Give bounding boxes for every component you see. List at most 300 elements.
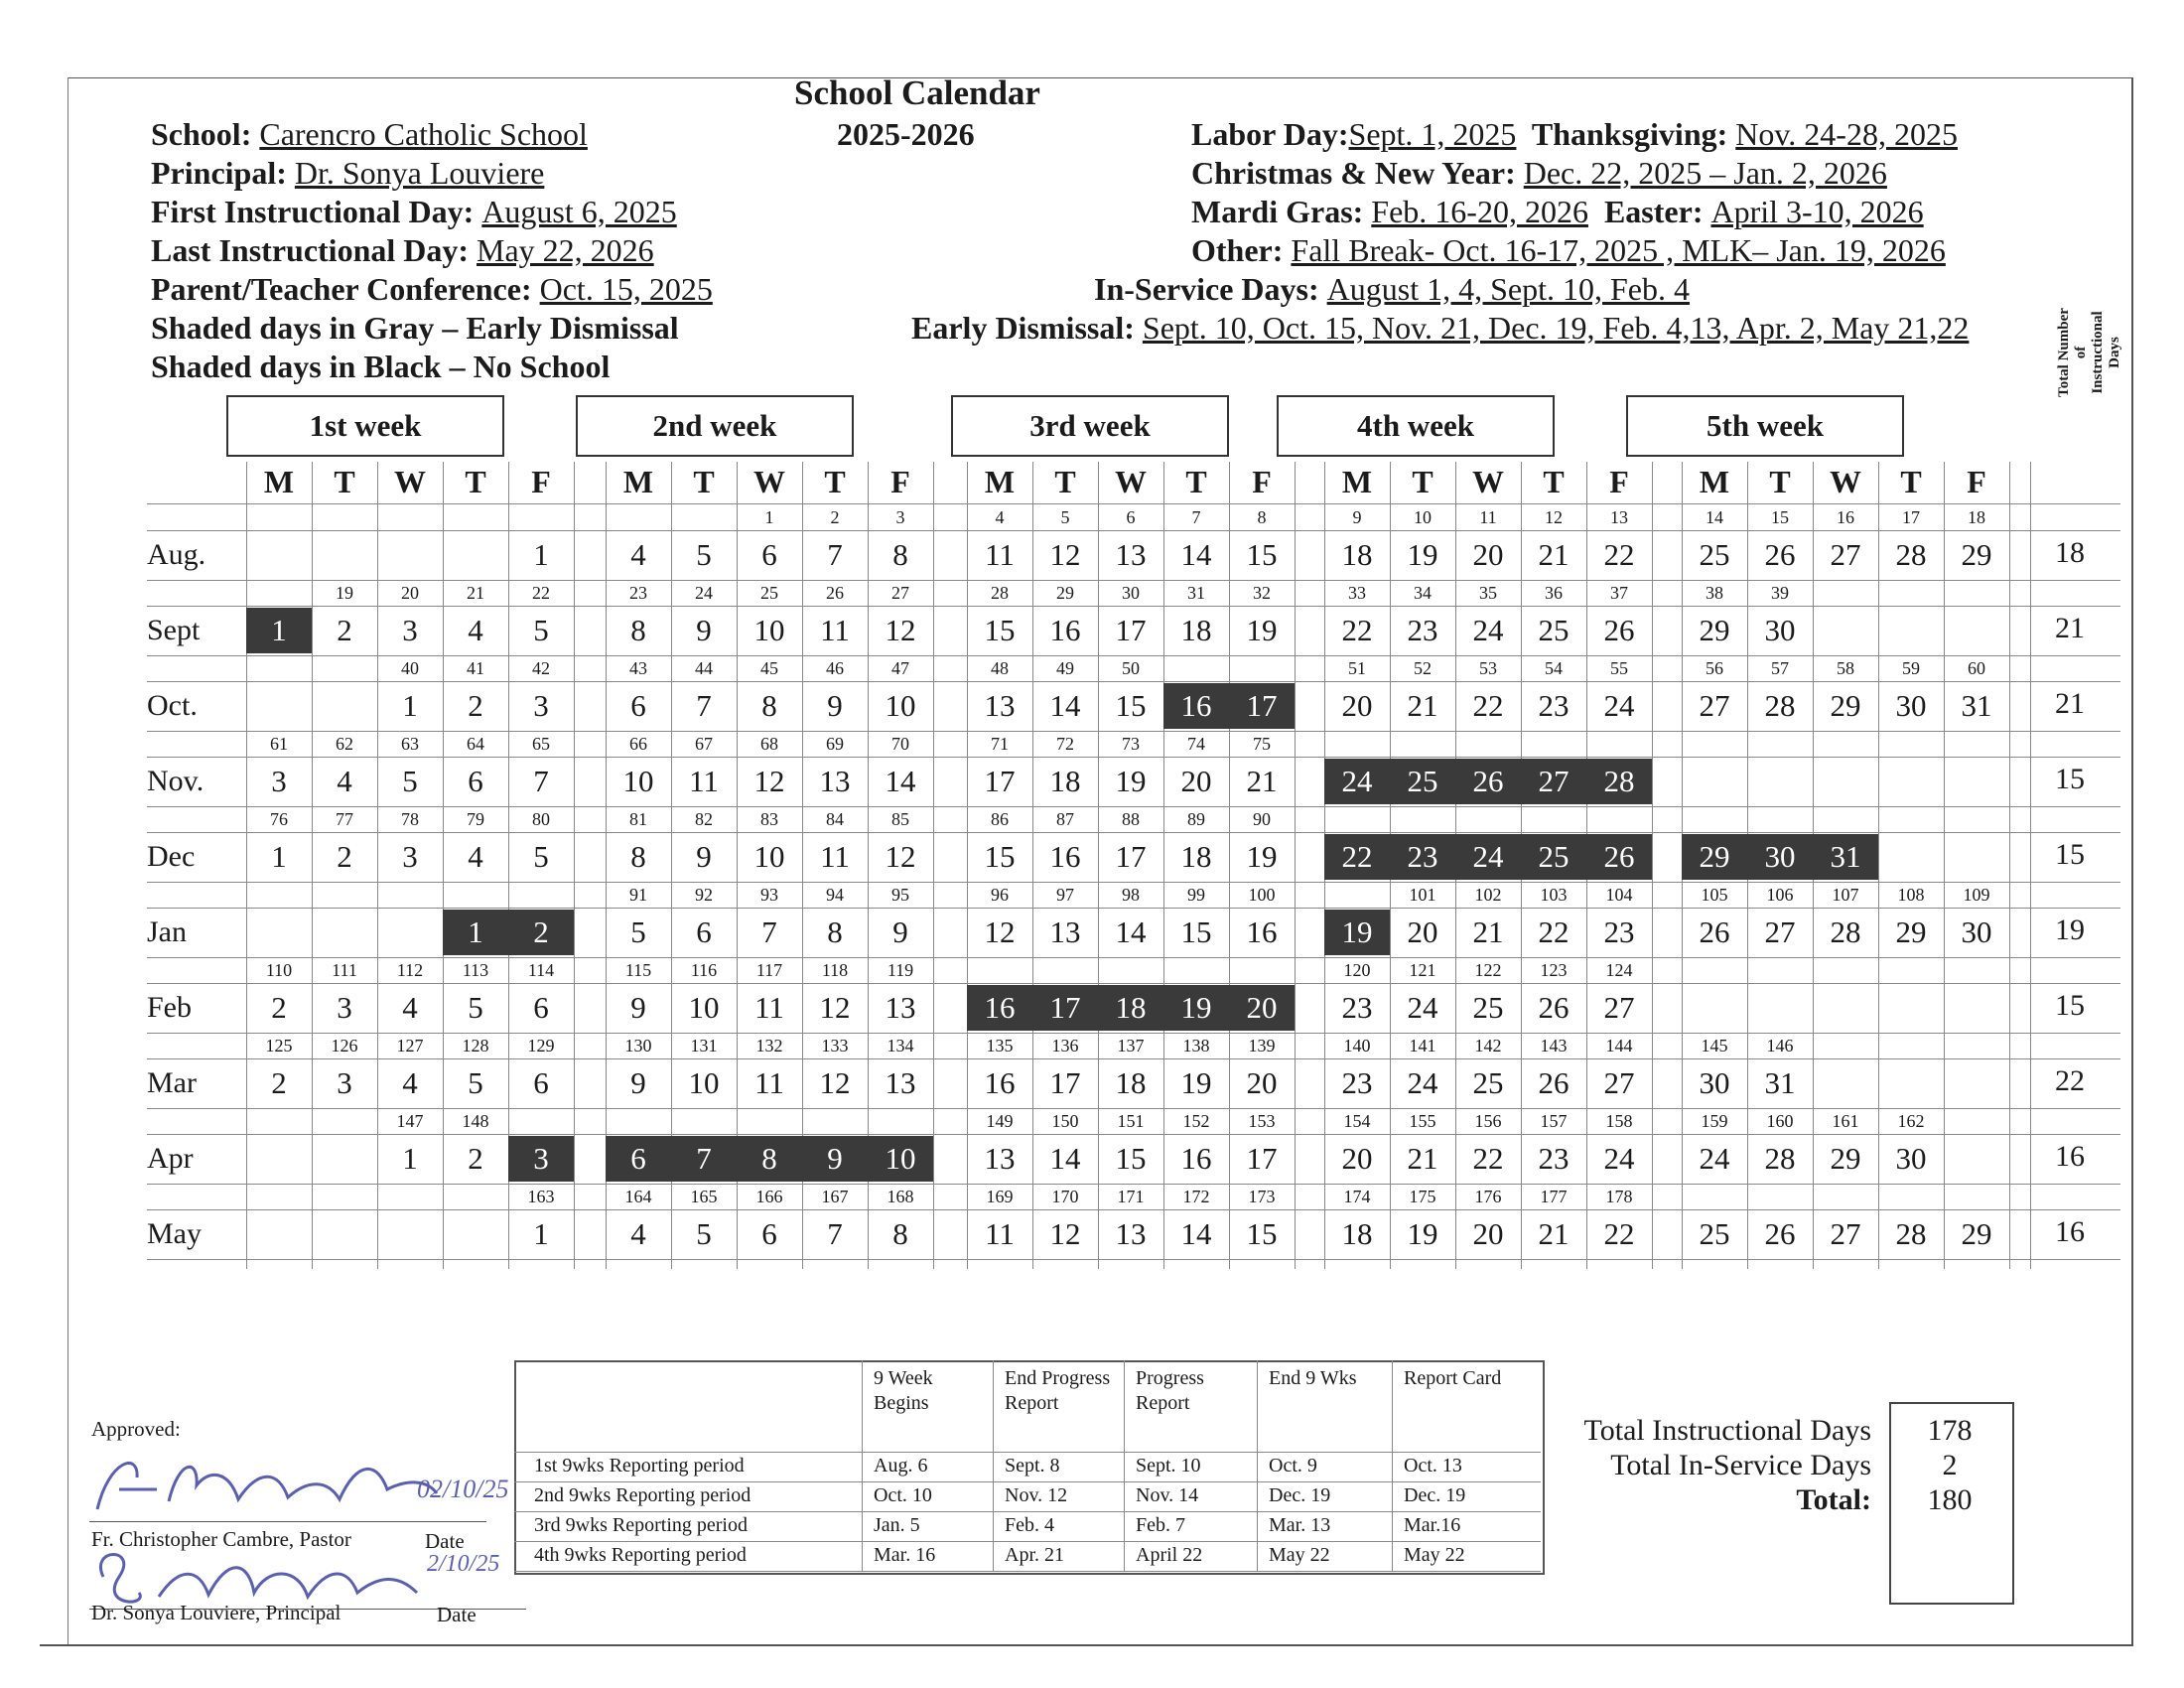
christmas-value: Dec. 22, 2025 – Jan. 2, 2026	[1523, 155, 1887, 191]
instructional-day-count: 54	[1545, 657, 1563, 678]
day-cell: 4	[468, 839, 483, 874]
no-school-day-cell: 26	[1586, 834, 1652, 880]
labor-label: Labor Day:	[1191, 116, 1349, 152]
instructional-day-count: 101	[1409, 884, 1436, 905]
instructional-day-count: 158	[1605, 1110, 1633, 1131]
day-cell: 29	[1961, 1216, 1992, 1251]
day-cell: 27	[1699, 688, 1730, 723]
instructional-day-count: 72	[1056, 733, 1074, 754]
instructional-day-count: 56	[1706, 657, 1723, 678]
instructional-day-count: 171	[1117, 1186, 1145, 1206]
grid-line	[147, 1134, 2120, 1135]
day-cell: 1	[533, 537, 549, 572]
instructional-day-count: 84	[826, 808, 844, 829]
instructional-day-count: 45	[760, 657, 778, 678]
day-cell: 5	[630, 914, 646, 949]
reporting-cell: Nov. 14	[1136, 1484, 1199, 1506]
day-cell: 5	[696, 537, 712, 572]
instructional-day-count: 63	[401, 733, 419, 754]
instructional-day-count: 11	[1479, 506, 1497, 527]
instructional-day-count: 6	[1126, 506, 1136, 527]
day-cell: 23	[1538, 688, 1570, 723]
instructional-day-count: 67	[695, 733, 713, 754]
instructional-day-count: 150	[1051, 1110, 1079, 1131]
weekday-header: F	[1252, 463, 1272, 499]
day-cell: 30	[1699, 1065, 1730, 1100]
day-cell: 13	[885, 990, 916, 1025]
grid-line	[147, 530, 2120, 531]
day-cell: 3	[402, 613, 418, 647]
instructional-day-count: 90	[1253, 808, 1271, 829]
day-cell: 28	[1895, 1216, 1927, 1251]
instructional-day-count: 120	[1343, 959, 1371, 980]
reporting-cell: Nov. 12	[1005, 1484, 1068, 1506]
instructional-day-count: 102	[1474, 884, 1502, 905]
instructional-day-count: 8	[1257, 506, 1267, 527]
day-cell: 2	[271, 1065, 287, 1100]
instructional-day-count: 91	[629, 884, 647, 905]
instructional-day-count: 83	[760, 808, 778, 829]
instructional-day-count: 17	[1902, 506, 1920, 527]
month-label: Mar	[147, 1066, 197, 1099]
instructional-day-count: 13	[1610, 506, 1628, 527]
instructional-day-count: 36	[1545, 582, 1563, 603]
instructional-day-count: 32	[1253, 582, 1271, 603]
principal-name: Dr. Sonya Louviere	[294, 155, 545, 191]
weekday-header: F	[1609, 463, 1629, 499]
instructional-day-count: 62	[336, 733, 353, 754]
day-cell: 1	[402, 1141, 418, 1176]
month-total: 21	[2055, 687, 2085, 720]
page-border-top	[68, 77, 2132, 78]
week-header-4: 4th week	[1277, 395, 1555, 457]
instructional-day-count: 143	[1540, 1035, 1568, 1055]
day-cell: 11	[820, 839, 850, 874]
calendar-title: School Calendar	[794, 73, 1040, 112]
day-cell: 23	[1341, 990, 1373, 1025]
instructional-day-count: 57	[1771, 657, 1789, 678]
instructional-day-count: 160	[1766, 1110, 1794, 1131]
instructional-day-count: 103	[1540, 884, 1568, 905]
day-cell: 27	[1603, 1065, 1635, 1100]
day-cell: 2	[337, 839, 352, 874]
reporting-cell: May 22	[1404, 1544, 1465, 1566]
day-cell: 5	[468, 1065, 483, 1100]
grid-line	[147, 832, 2120, 833]
holiday-line-4	[1191, 232, 1946, 269]
instructional-day-count: 126	[331, 1035, 358, 1055]
reporting-header: End 9 Wks	[1269, 1367, 1357, 1389]
instructional-day-count: 172	[1182, 1186, 1210, 1206]
instructional-day-count: 151	[1117, 1110, 1145, 1131]
instructional-day-count: 71	[991, 733, 1009, 754]
weekday-header: M	[984, 463, 1016, 499]
instructional-day-count: 112	[396, 959, 424, 980]
day-cell: 15	[1115, 1141, 1147, 1176]
day-cell: 9	[892, 914, 908, 949]
instructional-day-count: 149	[986, 1110, 1014, 1131]
instructional-day-count: 99	[1187, 884, 1205, 905]
pastor-date-label: Date	[425, 1529, 465, 1553]
instructional-day-count: 139	[1248, 1035, 1276, 1055]
day-cell: 2	[337, 613, 352, 647]
no-school-day-cell: 19	[1324, 910, 1390, 955]
grid-line	[147, 983, 2120, 984]
instructional-day-count: 47	[891, 657, 909, 678]
other-label: Other:	[1191, 232, 1284, 268]
instructional-day-count: 96	[991, 884, 1009, 905]
weekday-header: T	[1900, 463, 1922, 499]
instructional-day-count: 39	[1771, 582, 1789, 603]
day-cell: 9	[630, 990, 646, 1025]
principal-date-label: Date	[437, 1603, 477, 1626]
instructional-day-count: 60	[1968, 657, 1985, 678]
instructional-day-count: 175	[1409, 1186, 1436, 1206]
day-cell: 2	[468, 1141, 483, 1176]
instructional-day-count: 16	[1837, 506, 1854, 527]
day-cell: 24	[1699, 1141, 1730, 1176]
day-cell: 12	[819, 1065, 851, 1100]
day-cell: 14	[1049, 688, 1081, 723]
reporting-cell: Sept. 10	[1136, 1455, 1201, 1477]
reporting-row-label: 4th 9wks Reporting period	[534, 1544, 747, 1566]
instructional-day-count: 104	[1605, 884, 1633, 905]
school-label: School:	[151, 116, 252, 152]
day-cell: 10	[753, 613, 785, 647]
day-cell: 24	[1603, 688, 1635, 723]
instructional-day-count: 55	[1610, 657, 1628, 678]
instructional-day-count: 122	[1474, 959, 1502, 980]
day-cell: 21	[1538, 1216, 1570, 1251]
instructional-day-count: 92	[695, 884, 713, 905]
weekday-header: T	[465, 463, 486, 499]
no-school-day-cell: 17	[1032, 985, 1098, 1031]
day-cell: 21	[1472, 914, 1504, 949]
reporting-row-label: 3rd 9wks Reporting period	[534, 1514, 748, 1536]
day-cell: 19	[1115, 764, 1147, 798]
month-total: 18	[2055, 536, 2085, 569]
weekday-header: W	[394, 463, 426, 499]
table-line	[514, 1481, 1541, 1482]
instructional-day-count: 88	[1122, 808, 1140, 829]
weekday-header: T	[1054, 463, 1076, 499]
month-total: 21	[2055, 612, 2085, 644]
instructional-day-count: 43	[629, 657, 647, 678]
day-cell: 4	[402, 990, 418, 1025]
instructional-day-count: 128	[462, 1035, 489, 1055]
reporting-cell: Mar.16	[1404, 1514, 1461, 1536]
instructional-day-count: 108	[1897, 884, 1925, 905]
instructional-day-count: 27	[891, 582, 909, 603]
day-cell: 17	[984, 764, 1016, 798]
weekday-header: T	[1412, 463, 1433, 499]
pastor-name-line: Fr. Christopher Cambre, Pastor	[91, 1527, 351, 1551]
instructional-day-count: 105	[1701, 884, 1728, 905]
day-cell: 30	[1895, 688, 1927, 723]
day-cell: 8	[630, 839, 646, 874]
black-shade-note: Shaded days in Black – No School	[151, 349, 611, 384]
day-cell: 25	[1472, 990, 1504, 1025]
no-school-day-cell: 29	[1682, 834, 1747, 880]
day-cell: 25	[1699, 537, 1730, 572]
grid-line	[147, 606, 2120, 607]
day-cell: 28	[1830, 914, 1861, 949]
day-cell: 29	[1961, 537, 1992, 572]
instructional-day-count: 124	[1605, 959, 1633, 980]
instructional-day-count: 173	[1248, 1186, 1276, 1206]
easter-value: April 3-10, 2026	[1710, 194, 1924, 229]
early-value: Sept. 10, Oct. 15, Nov. 21, Dec. 19, Feb. 4,13, Apr. 2, May 21,22	[1142, 310, 1970, 346]
instructional-day-count: 51	[1348, 657, 1366, 678]
instructional-day-count: 53	[1479, 657, 1497, 678]
instructional-day-count: 94	[826, 884, 844, 905]
grid-line	[574, 462, 575, 1269]
day-cell: 13	[984, 688, 1016, 723]
grid-line	[933, 462, 934, 1269]
weekday-header: T	[334, 463, 355, 499]
day-cell: 30	[1764, 613, 1796, 647]
day-cell: 1	[533, 1216, 549, 1251]
principal-line	[151, 155, 544, 192]
day-cell: 6	[630, 688, 646, 723]
day-cell: 23	[1538, 1141, 1570, 1176]
day-cell: 26	[1538, 1065, 1570, 1100]
day-cell: 24	[1407, 1065, 1438, 1100]
day-cell: 4	[468, 613, 483, 647]
day-cell: 20	[1472, 537, 1504, 572]
instructional-day-count: 147	[396, 1110, 424, 1131]
day-cell: 19	[1407, 537, 1438, 572]
day-cell: 2	[468, 688, 483, 723]
no-school-day-cell: 10	[868, 1136, 933, 1182]
instructional-day-count: 46	[826, 657, 844, 678]
grid-line	[2009, 462, 2010, 1269]
no-school-day-cell: 16	[967, 985, 1032, 1031]
instructional-day-count: 14	[1706, 506, 1723, 527]
reporting-cell: Sept. 8	[1005, 1455, 1060, 1477]
reporting-header: End Progress Report	[1005, 1367, 1111, 1414]
day-cell: 17	[1115, 613, 1147, 647]
day-cell: 18	[1180, 839, 1212, 874]
instructional-day-count: 121	[1409, 959, 1436, 980]
instructional-day-count: 82	[695, 808, 713, 829]
instructional-day-count: 93	[760, 884, 778, 905]
instructional-day-count: 86	[991, 808, 1009, 829]
day-cell: 15	[1180, 914, 1212, 949]
day-cell: 5	[533, 613, 549, 647]
day-cell: 23	[1341, 1065, 1373, 1100]
day-cell: 25	[1699, 1216, 1730, 1251]
day-cell: 3	[402, 839, 418, 874]
instructional-day-count: 70	[891, 733, 909, 754]
instructional-day-count: 163	[527, 1186, 555, 1206]
month-total: 15	[2055, 763, 2085, 795]
mardi-value: Feb. 16-20, 2026	[1371, 194, 1588, 229]
grid-line	[147, 681, 2120, 682]
day-cell: 1	[271, 839, 287, 874]
grid-line	[1652, 462, 1653, 1269]
instructional-day-count: 117	[755, 959, 783, 980]
day-cell: 30	[1895, 1141, 1927, 1176]
weekday-header: T	[1543, 463, 1565, 499]
day-cell: 5	[696, 1216, 712, 1251]
instructional-day-count: 178	[1605, 1186, 1633, 1206]
instructional-day-count: 25	[760, 582, 778, 603]
no-school-day-cell: 17	[1229, 683, 1295, 729]
instructional-day-count: 29	[1056, 582, 1074, 603]
instructional-day-count: 81	[629, 808, 647, 829]
month-label: May	[147, 1217, 202, 1250]
day-cell: 26	[1764, 1216, 1796, 1251]
reporting-cell: May 22	[1269, 1544, 1330, 1566]
instructional-day-count: 87	[1056, 808, 1074, 829]
day-cell: 5	[402, 764, 418, 798]
day-cell: 17	[1115, 839, 1147, 874]
grid-line	[1295, 462, 1296, 1269]
instructional-day-count: 1	[764, 506, 774, 527]
day-cell: 4	[630, 1216, 646, 1251]
month-label: Oct.	[147, 689, 198, 722]
calendar-year: 2025-2026	[837, 116, 975, 152]
weekday-header: T	[1185, 463, 1207, 499]
no-school-day-cell: 1	[443, 910, 508, 955]
day-cell: 1	[402, 688, 418, 723]
conference-label: Parent/Teacher Conference:	[151, 271, 532, 307]
weekday-header: W	[1115, 463, 1147, 499]
instructional-day-count: 129	[527, 1035, 555, 1055]
day-cell: 13	[819, 764, 851, 798]
instructional-day-count: 133	[821, 1035, 849, 1055]
month-label: Dec	[147, 840, 196, 873]
weekday-header: M	[622, 463, 654, 499]
inservice-line	[1094, 271, 1690, 308]
first-day-line	[151, 194, 677, 230]
month-total: 15	[2055, 989, 2085, 1022]
day-cell: 15	[984, 613, 1016, 647]
month-total: 15	[2055, 838, 2085, 871]
instructional-day-count: 125	[265, 1035, 293, 1055]
day-cell: 3	[271, 764, 287, 798]
day-cell: 28	[1764, 1141, 1796, 1176]
instructional-day-count: 64	[467, 733, 484, 754]
thanks-label: Thanksgiving:	[1531, 116, 1728, 152]
instructional-day-count: 95	[891, 884, 909, 905]
day-cell: 15	[984, 839, 1016, 874]
no-school-day-cell: 7	[671, 1136, 737, 1182]
instructional-day-count: 33	[1348, 582, 1366, 603]
instructional-day-count: 123	[1540, 959, 1568, 980]
instructional-day-count: 28	[991, 582, 1009, 603]
day-cell: 13	[984, 1141, 1016, 1176]
instructional-day-count: 26	[826, 582, 844, 603]
holiday-line-3	[1191, 194, 1924, 230]
instructional-day-count: 148	[462, 1110, 489, 1131]
weekday-header: M	[1341, 463, 1373, 499]
instructional-day-count: 15	[1771, 506, 1789, 527]
reporting-cell: Dec. 19	[1404, 1484, 1466, 1506]
grid-line	[1944, 462, 1945, 1269]
day-cell: 3	[337, 1065, 352, 1100]
instructional-day-count: 44	[695, 657, 713, 678]
day-cell: 16	[1246, 914, 1278, 949]
day-cell: 31	[1961, 688, 1992, 723]
day-cell: 21	[1407, 1141, 1438, 1176]
pastor-signature-date: 02/10/25	[417, 1475, 509, 1503]
thanks-value: Nov. 24-28, 2025	[1735, 116, 1958, 152]
day-cell: 12	[1049, 537, 1081, 572]
instructional-day-count: 58	[1837, 657, 1854, 678]
weekday-header: F	[890, 463, 910, 499]
instructional-day-count: 146	[1766, 1035, 1794, 1055]
early-label: Early Dismissal:	[911, 310, 1135, 346]
instructional-day-count: 176	[1474, 1186, 1502, 1206]
instructional-day-count: 144	[1605, 1035, 1633, 1055]
day-cell: 27	[1830, 537, 1861, 572]
instructional-day-count: 152	[1182, 1110, 1210, 1131]
no-school-day-cell: 22	[1324, 834, 1390, 880]
day-cell: 28	[1895, 537, 1927, 572]
day-cell: 13	[1049, 914, 1081, 949]
instructional-day-count: 4	[995, 506, 1005, 527]
no-school-day-cell: 6	[606, 1136, 671, 1182]
instructional-day-count: 23	[629, 582, 647, 603]
christmas-label: Christmas & New Year:	[1191, 155, 1516, 191]
instructional-day-count: 154	[1343, 1110, 1371, 1131]
instructional-day-count: 109	[1963, 884, 1990, 905]
principal-signature-date: 2/10/25	[427, 1551, 500, 1577]
day-cell: 7	[696, 688, 712, 723]
day-cell: 16	[1049, 613, 1081, 647]
day-cell: 13	[1115, 1216, 1147, 1251]
day-cell: 19	[1246, 839, 1278, 874]
day-cell: 20	[1246, 1065, 1278, 1100]
instructional-day-count: 20	[401, 582, 419, 603]
instructional-day-count: 161	[1832, 1110, 1859, 1131]
day-cell: 4	[630, 537, 646, 572]
day-cell: 31	[1764, 1065, 1796, 1100]
instructional-day-count: 52	[1414, 657, 1432, 678]
day-cell: 5	[533, 839, 549, 874]
labor-value: Sept. 1, 2025	[1348, 116, 1517, 152]
instructional-day-count: 85	[891, 808, 909, 829]
instructional-day-count: 127	[396, 1035, 424, 1055]
instructional-day-count: 159	[1701, 1110, 1728, 1131]
instructional-day-count: 31	[1187, 582, 1205, 603]
table-line	[1124, 1360, 1125, 1571]
other-value: Fall Break- Oct. 16-17, 2025 , MLK– Jan. 19, 2026	[1291, 232, 1946, 268]
instructional-day-count: 37	[1610, 582, 1628, 603]
last-day-line	[151, 232, 654, 269]
instructional-day-count: 2	[830, 506, 840, 527]
instructional-day-count: 34	[1414, 582, 1432, 603]
day-cell: 14	[1180, 1216, 1212, 1251]
total-instructional-label: Total Instructional Days	[1583, 1414, 1871, 1447]
table-line	[514, 1452, 1541, 1453]
day-cell: 6	[761, 1216, 777, 1251]
month-label: Apr	[147, 1142, 194, 1175]
day-cell: 24	[1472, 613, 1504, 647]
day-cell: 28	[1764, 688, 1796, 723]
day-cell: 22	[1472, 688, 1504, 723]
day-cell: 22	[1603, 537, 1635, 572]
instructional-day-count: 35	[1479, 582, 1497, 603]
day-cell: 13	[885, 1065, 916, 1100]
day-cell: 3	[337, 990, 352, 1025]
day-cell: 21	[1538, 537, 1570, 572]
approved-label: Approved:	[91, 1417, 181, 1441]
day-cell: 7	[827, 1216, 843, 1251]
day-cell: 7	[533, 764, 549, 798]
